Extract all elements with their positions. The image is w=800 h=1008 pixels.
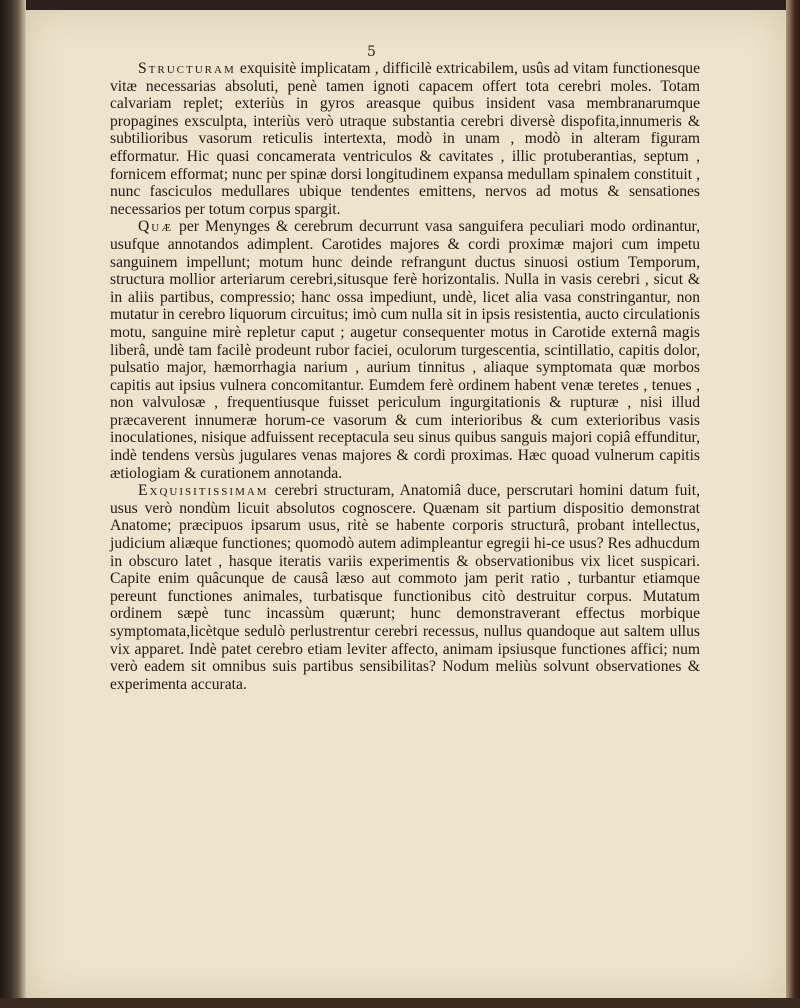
paragraph-opening: Quæ xyxy=(138,218,173,236)
body-text xyxy=(110,60,700,693)
paragraph-text: cerebri structuram, Anatomiâ duce, perscrutari homini datum fuit, usus verò nondùm licuit absolutos cognoscere. Quænam sit partium dispositio demonstrat Anatome; præcipuos ipsarum usus, ritè se habente corporis structurâ, probant intellectus, judicium aliæque functiones; quomodò autem adimpleantur egregii hi-ce usus? Res adhucdum in obscuro latet , hasque iteratis variis experimentis & observationibus vix licet suspicari. Capite enim quâcunque de causâ læso aut commoto jam perit ratio , turbantur etiamque pereunt functiones animales, turbatisque functionibus citò destruitur corpus. Mutatum ordinem sæpè tunc incassùm quærunt; hunc demonstraverant effectus morbique symptomata,licètque sedulò perlustrentur cerebri recessus, nullus quandoque aut saltem ullus vix apparet. Indè patet cerebro etiam leviter affecto, animam ipsiusque functiones affici; num verò eadem sit omnibus suis partibus sensibilitas? Nodum meliùs solvunt observationes & experimenta accurata. xyxy=(110,482,700,693)
paragraph-opening: Structuram xyxy=(138,60,236,77)
binding-edge xyxy=(0,0,26,1008)
page-bottom-edge xyxy=(0,998,800,1008)
paragraph-text: per Menynges & cerebrum decurrunt vasa sanguifera peculiari modo ordinantur, usufque annotandos adimplent. Carotides majores & cordi proximæ majori cum impetu sanguinem impellunt; motum hunc deinde refrangunt ductus sinuosi ostium Temporum, structura mollior arteriarum cerebri,situsque ferè horizontalis. Nulla in vasis cerebri , sicut & in aliis partibus, compressio; hanc ossa impediunt, undè, licet alia vasa constringantur, non mutatur in cerebro liquorum circuitus; imò cum nulla sit in ipsis resistentia, aucto circulationis motu, sanguine mirè repletur caput ; augetur consequenter motus in Carotide externâ magis liberâ, undè tam facilè prodeunt rubor faciei, oculorum turgescentia, scintillatio, capitis dolor, pulsatio major, hæmorrhagia narium , aurium tinnitus , aliaque symptomata quæ morbos capitis aut ipsius vulnera concomitantur. Eumdem ferè ordinem habent venæ teretes , tenues , non valvulosæ , frequentiusque fuisset periculum ingurgitationis & rupturæ , nisi illud præcaverent innumeræ horum-ce vasorum & cum interioribus & cum exterioribus vasis inoculationes, nisique adfuissent receptacula seu sinus quibus sanguis majori copiâ effunditur, indè tendens versùs jugulares venas majores & cordi proximas. Hæc quoad vulnerum capitis ætiologiam & curationem annotanda. xyxy=(110,218,700,482)
paragraph-text: exquisitè implicatam , difficilè extricabilem, usûs ad vitam functionesque vitæ necessarias absoluti, penè tamen ignoti capacem offert tota cerebri moles. Totam calvariam replet; exteriùs in gyros areasque quibus insident vasa membranarumque propagines exsculpta, interiùs verò utraque substantia cerebri diversè dispofita,innumeris & subtilioribus vasorum reticulis intertexta, modò in unam , modò in alteram figuram efformatur. Hic quasi concamerata ventriculos & cavitates , illic protuberantias, septum , fornicem efformat; nunc per spinæ dorsi longitudinem expansa medullam spinalem constituit , nunc fasciculos medullares ubique tendentes emittens, nervos ad motus & sensationes necessarios per totum corpus spargit. xyxy=(110,60,700,218)
paragraph-2 xyxy=(110,218,700,482)
paragraph-1 xyxy=(110,60,700,218)
page-number: 5 xyxy=(367,44,376,60)
paragraph-opening: Exquisitissimam xyxy=(138,482,269,500)
page-right-edge xyxy=(786,0,800,1008)
paragraph-3 xyxy=(110,482,700,693)
